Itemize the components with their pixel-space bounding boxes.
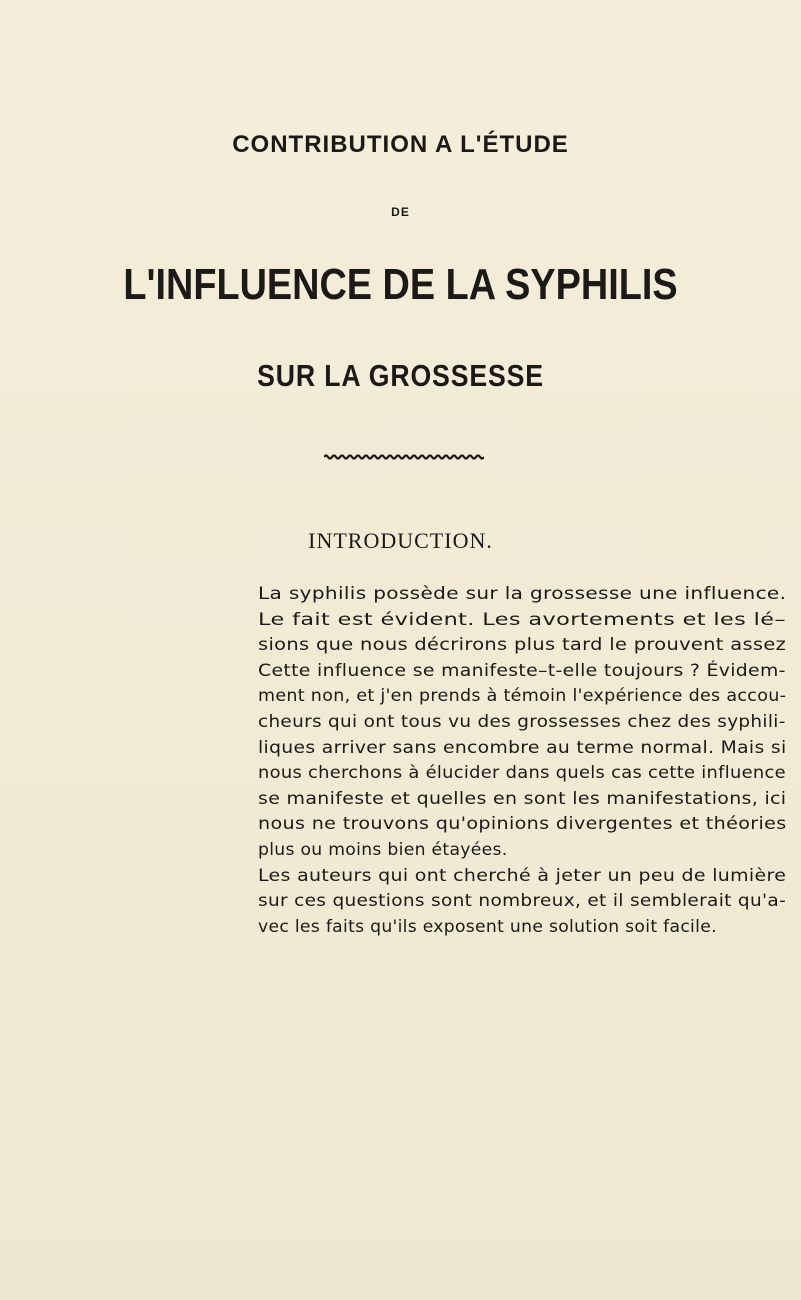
body-line: nous cherchons à élucider dans quels cas cette influence xyxy=(258,763,786,784)
document-title: L'INFLUENCE DE LA SYPHILIS xyxy=(123,260,678,309)
body-line: La syphilis possède sur la grossesse une influence. xyxy=(258,584,787,604)
body-line: cheurs qui ont tous vu des grossesses chez des syphili- xyxy=(258,712,786,732)
document-subtitle: SUR LA GROSSESSE xyxy=(257,358,544,393)
body-line: nous ne trouvons qu'opinions divergentes et théories xyxy=(258,814,787,835)
body-line: Les auteurs qui ont cherché à jeter un peu de lumière xyxy=(258,865,787,886)
wavy-rule-ornament xyxy=(324,452,484,462)
body-line: sur ces questions sont nombreux, et il semblerait qu'a- xyxy=(258,891,787,912)
body-line: plus ou moins bien étayées. xyxy=(258,840,508,860)
header-line-2: DE xyxy=(391,205,410,219)
body-line: ment non, et j'en prends à témoin l'expérience des accou- xyxy=(258,686,787,707)
body-line: se manifeste et quelles en sont les manifestations, ici xyxy=(258,788,787,809)
body-line: liques arriver sans encombre au terme normal. Mais si xyxy=(258,737,787,758)
body-line: sions que nous décrirons plus tard le prouvent assez xyxy=(258,635,787,656)
body-line: Le fait est évident. Les avortements et les lé– xyxy=(258,609,787,630)
header-line-1: CONTRIBUTION A L'ÉTUDE xyxy=(232,131,569,158)
body-line: Cette influence se manifeste–t-elle toujours ? Évidem- xyxy=(258,660,786,681)
body-line: vec les faits qu'ils exposent une solution soit facile. xyxy=(258,916,717,937)
section-title: INTRODUCTION. xyxy=(308,528,493,553)
